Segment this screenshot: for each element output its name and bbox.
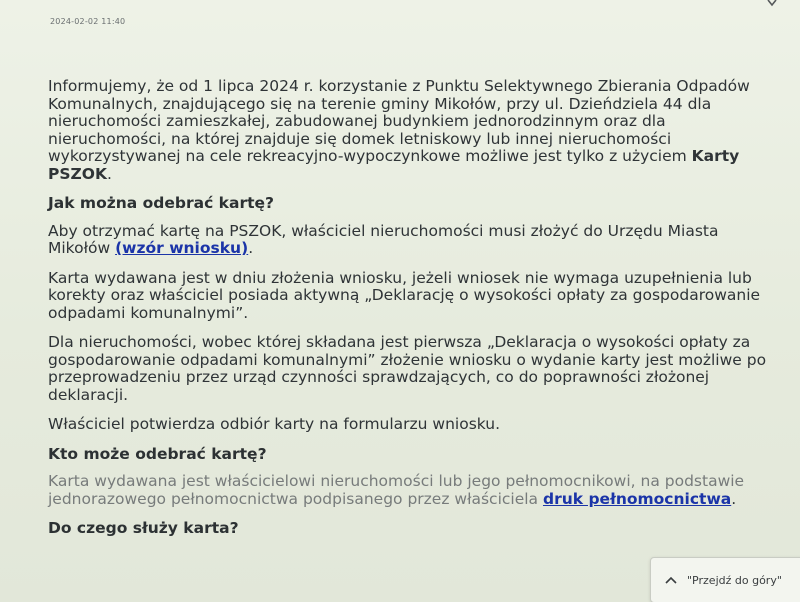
intro-end: . <box>106 164 112 183</box>
scroll-to-top-button[interactable] <box>650 557 800 602</box>
timestamp: 2024-02-02 11:40 <box>50 17 126 26</box>
intro-text: Informujemy, że od 1 lipca 2024 r. korzystanie z Punktu Selektywnego Zbierania Odpadów Komunalnych, znajdującego się na terenie gminy Mikołów, przy ul. Dzieńdziela 44 dla nieruchomości zamieszkałej, zabudowanej budynkiem jednorodzinnym oraz dla nieruchomości, na której znajduje się domek letniskowy lub innej nieruchomości wykorzystywanej na cele rekreacyjno-wypoczynkowe możliwe jest tylko z użyciem <box>48 77 750 165</box>
application-form-link[interactable]: (wzór wniosku) <box>115 239 249 257</box>
intro-paragraph <box>48 78 776 183</box>
paragraph-confirmation: Właściciel potwierdza odbiór karty na formularzu wniosku. <box>48 415 501 433</box>
paragraph-issue-day: Karta wydawana jest w dniu złożenia wniosku, jeżeli wniosek nie wymaga uzupełnienia lub korekty oraz właściciel posiada aktywną „Deklarację o wysokości opłaty za gospodarowanie odpadami komunalnymi”. <box>48 268 761 322</box>
heading-how-to-get-card: Jak można odebrać kartę? <box>48 194 275 212</box>
paragraph-who-end: . <box>731 489 737 508</box>
paragraph-who-text: Karta wydawana jest właścicielowi nieruchomości lub jego pełnomocnikowi, na podstawie jednorazowego pełnomocnictwa podpisanego przez właściciela <box>48 472 745 508</box>
paragraph-who-can-collect <box>48 473 776 508</box>
paragraph-how-to-get-text: Aby otrzymać kartę na PSZOK, właściciel nieruchomości musi złożyć do Urzędu Miasta Mikołów <box>48 221 719 257</box>
scroll-to-top-label: "Przejdź do góry" <box>687 573 782 587</box>
paragraph-first-declaration: Dla nieruchomości, wobec której składana jest pierwsza „Deklaracja o wysokości opłaty za gospodarowanie odpadami komunalnymi” złożenie wniosku o wydanie karty jest możliwe po przeprowadzeniu przez urząd czynności sprawdzających, co do poprawności złożonej deklaracji. <box>48 333 767 404</box>
chevron-up-icon <box>663 572 679 588</box>
article-content <box>48 78 776 548</box>
intro-bold-card: Karty PSZOK <box>48 147 740 183</box>
paragraph-how-to-get-end: . <box>248 239 254 257</box>
power-of-attorney-link[interactable]: druk pełnomocnictwa <box>542 489 732 508</box>
paragraph-how-to-get <box>48 223 776 258</box>
heading-what-is-card-for: Do czego służy karta? <box>48 519 239 537</box>
close-icon[interactable] <box>766 0 778 12</box>
heading-who-can-collect: Kto może odebrać kartę? <box>48 444 267 463</box>
close-icon-svg <box>766 0 778 12</box>
